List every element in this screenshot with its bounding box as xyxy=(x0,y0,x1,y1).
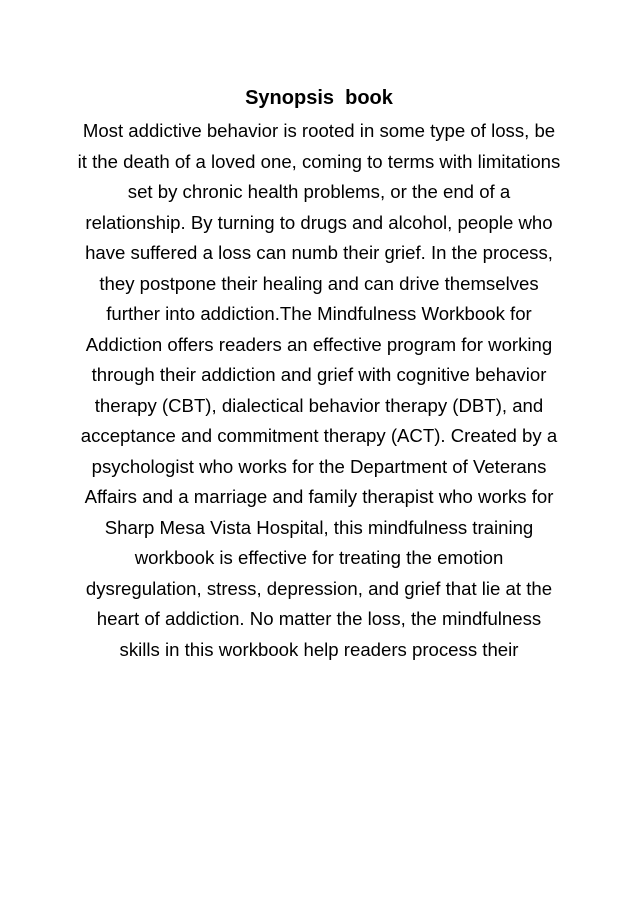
body-line: Sharp Mesa Vista Hospital, this mindfulness training xyxy=(104,516,534,538)
body-line: workbook is effective for treating the emotion xyxy=(134,547,504,568)
body-line: heart of addiction. No matter the loss, the mindfulness xyxy=(96,608,542,629)
body-line: through their addiction and grief with cognitive behavior xyxy=(91,364,547,385)
body-line: relationship. By turning to drugs and alcohol, people who xyxy=(85,211,553,233)
body-line: Affairs and a marriage and family therapist who works for xyxy=(84,486,554,507)
body-line: dysregulation, stress, depression, and grief that lie at the xyxy=(85,577,553,599)
body-line: skills in this workbook help readers process their xyxy=(119,638,519,660)
page-title: Synopsis book xyxy=(245,87,393,109)
body-line: further into addiction.The Mindfulness Workbook for xyxy=(106,303,532,324)
body-line: Addiction offers readers an effective program for working xyxy=(85,333,553,355)
body-line: have suffered a loss can numb their grief. In the process, xyxy=(85,242,553,263)
body-line: they postpone their healing and can drive themselves xyxy=(99,272,539,294)
body-line: therapy (CBT), dialectical behavior therapy (DBT), and xyxy=(94,394,544,416)
body-line: acceptance and commitment therapy (ACT). Created by a xyxy=(80,425,558,446)
body-line: Most addictive behavior is rooted in some type of loss, be xyxy=(82,120,556,141)
synopsis-body xyxy=(0,116,638,665)
body-line: it the death of a loved one, coming to terms with limitations xyxy=(77,150,561,172)
body-line: psychologist who works for the Department of Veterans xyxy=(91,455,547,477)
body-line: set by chronic health problems, or the end of a xyxy=(127,181,511,202)
